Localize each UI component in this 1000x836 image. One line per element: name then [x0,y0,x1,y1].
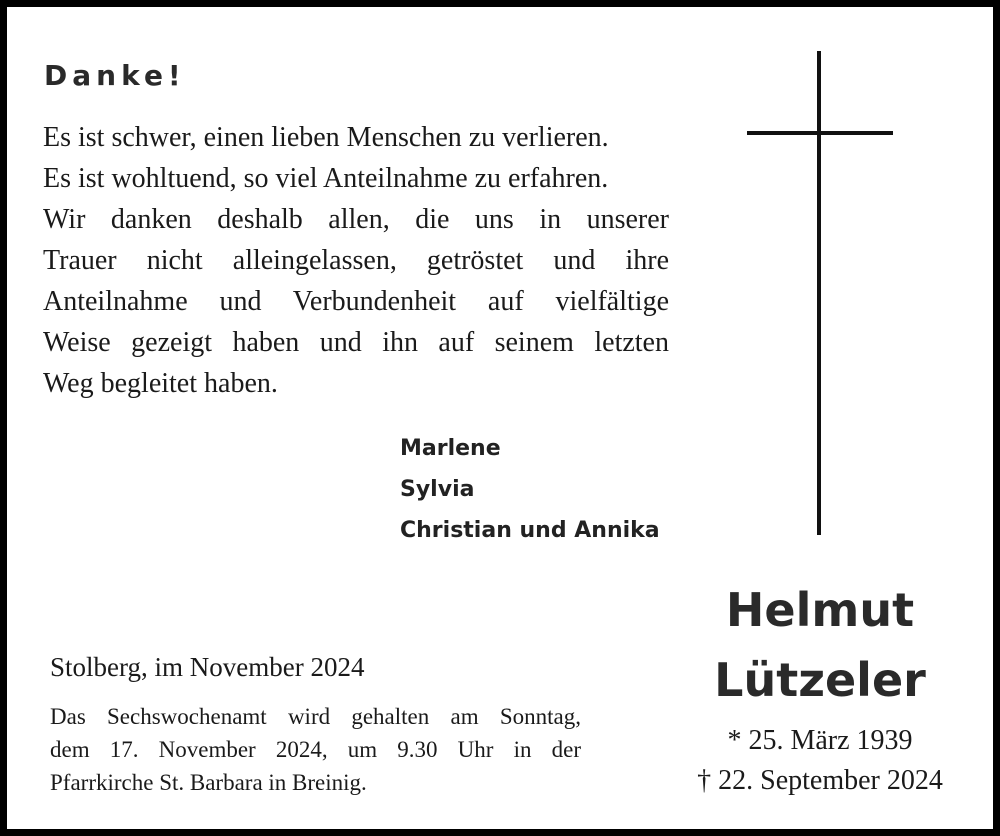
signature-name: Christian und Annika [400,518,660,543]
birth-date: * 25. März 1939 [727,725,913,756]
text-line: Wir danken deshalb allen, die uns in unserer [43,204,669,235]
mass-info-line: Das Sechswochenamt wird gehalten am Sonntag, [50,704,581,729]
mass-info [50,700,581,799]
mass-info-line: Pfarrkirche St. Barbara in Breinig. [50,770,367,795]
death-date: † 22. September 2024 [697,765,943,796]
signature-name: Sylvia [400,477,475,502]
place-date: Stolberg, im November 2024 [50,652,365,682]
text-line: Trauer nicht alleingelassen, getröstet und ihre [43,245,669,276]
text-line: Weise gezeigt haben und ihn auf seinem letzten [43,327,669,358]
text-line: Es ist wohltuend, so viel Anteilnahme zu erfahren. [43,163,609,194]
text-line: Anteilnahme und Verbundenheit auf vielfältige [43,286,669,317]
heading: Danke! [44,59,186,92]
life-dates [647,721,993,801]
cross-icon-vertical-bar [817,51,821,535]
cross-icon-horizontal-bar [747,131,893,135]
deceased-name [627,575,1000,715]
text-line: Weg begleitet haben. [43,368,278,399]
thank-you-text [43,117,669,404]
deceased-first-name: Helmut [725,583,915,637]
mass-info-line: dem 17. November 2024, um 9.30 Uhr in der [50,737,581,762]
text-line: Es ist schwer, einen lieben Menschen zu verlieren. [43,122,609,153]
deceased-last-name: Lützeler [714,653,926,707]
signature-name: Marlene [400,436,501,461]
signatures [400,428,660,551]
